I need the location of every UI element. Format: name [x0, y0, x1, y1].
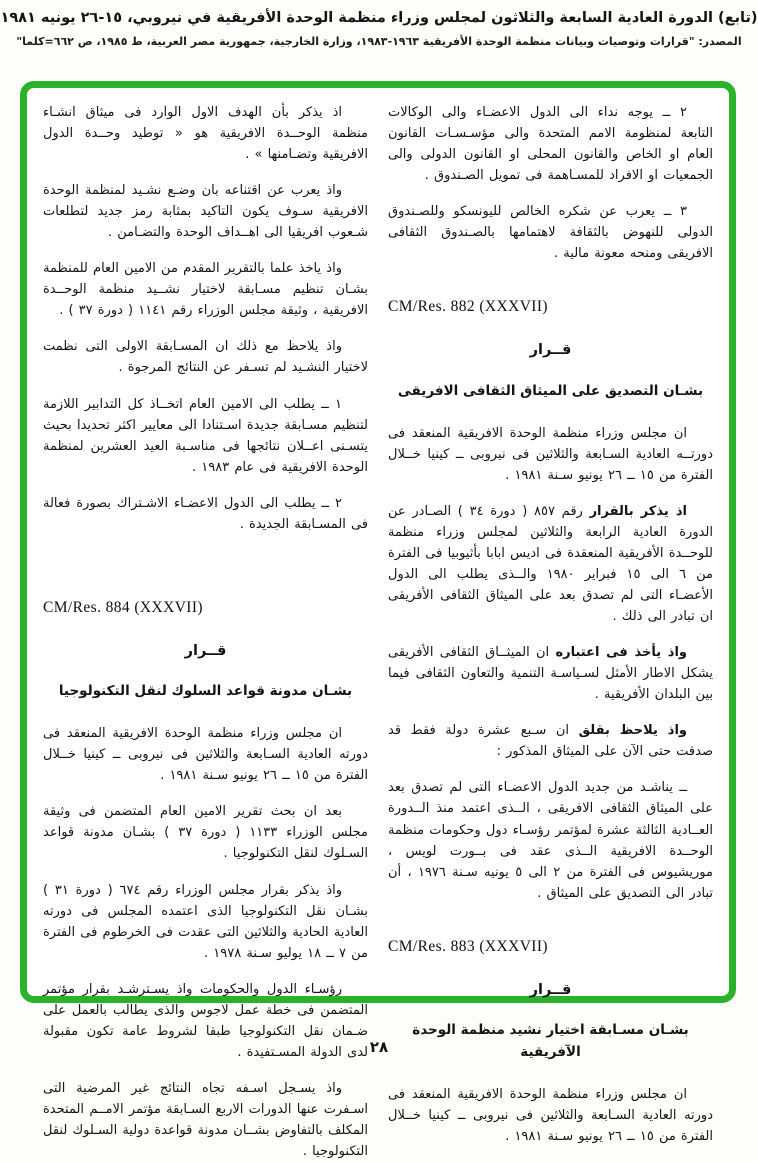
paragraph: ان مجلس وزراء منظمة الوحدة الافريقية المنعقد فى دورتــه العادية السـابعة والثلاثين فى نيروبى ــ كينيا خــلال الفترة من ١٥ ــ ٢٦ يونيو سـنة ١٩٨١ . — [388, 425, 713, 483]
paragraph-lead: واذ يلاحظ بقلق — [578, 723, 687, 739]
page-header — [0, 10, 758, 48]
resolution-ref: CM/Res. 884 (XXXVII) — [43, 598, 203, 616]
paragraph: واذ يسـجل اسـفه تجاه النتائج غير المرضية التى اسـفرت عنها الدورات الاربع السـابقة مؤتمر الامــم المتحدة المكلف بالتفاوض بشــان مدونة قواعدة دولية السـلوك لنقل التكنولوجيا . — [43, 1080, 368, 1160]
resolution-subject: بشـان التصديق على الميثاق الثقافى الافريقى — [397, 382, 704, 399]
paragraph: ٣ ــ يعرب عن شكره الخالص لليونسكو وللصـندوق الدولى للنهوض بالثقافة لاهتمامها بالصـندوق الثقافى الافريقى ومنحه معونة مالية . — [388, 204, 713, 262]
column-right — [388, 102, 713, 1145]
resolution-heading: قــرار — [184, 642, 227, 659]
resolution-ref: CM/Res. 883 (XXXVII) — [388, 937, 548, 955]
paragraph: اذ يذكر بأن الهدف الاول الوارد فى ميثاق انشـاء منظمة الوحــدة الافريقية هو « توطيد وحــدة الدول الافريقية وتضـامنها » . — [43, 105, 368, 163]
paragraph: ٢ ــ يطلب الى الدول الاعضـاء الاشـتراك بصورة فعالة فى المسـابقة الجديدة . — [43, 495, 368, 532]
paragraph — [388, 720, 713, 762]
paragraph-body: ان الميثــاق الثقافى الأفريقى يشكل الاطار الأمثل لسـياسـة التنمية والتعاون الثقافى فيما بين البلدان الأفريقية . — [388, 645, 713, 703]
paragraph: ٢ ــ يوجه نداء الى الدول الاعضـاء والى الوكالات التابعة لمنظومة الامم المتحدة والى مؤسـسـات القانون العام او الخاص والقانون المحلى او القانون الدولى والى الجمعيات او الافراد للمسـاهمة فى تمويل الصـندوق . — [388, 105, 713, 184]
resolution-heading: قــرار — [529, 981, 572, 998]
resolution-ref: CM/Res. 882 (XXXVII) — [388, 298, 548, 316]
paragraph: واذ يلاحظ مع ذلك ان المسـابقة الاولى التى نظمت لاختيار النشـيد لم تسـفر عن النتائج المرجوة . — [43, 339, 368, 376]
resolution-subject: بشـان مدونة قواعد السلوك لنقل التكنولوجيا — [58, 683, 353, 700]
resolution-heading: قــرار — [529, 342, 572, 359]
paragraph: ان مجلس وزراء منظمة الوحدة الافريقية المنعقد فى دورته العادية السـابعة والثلاثين فى نيروبى ــ كينيا خــلال الفترة من ١٥ ــ ٢٦ يونيو سـنة ١٩٨١ . — [43, 726, 368, 784]
paragraph: بعد ان بحث تقرير الامين العام المتضمن فى وثيقة مجلس الوزراء ١١٣٣ ( دورة ٣٧ ) بشـان مدونة قواعد السـلوك لنقل التكنولوجيا . — [43, 804, 368, 862]
paragraph-body: ان سـبع عشرة دولة فقط قد صدقت حتى الآن على الميثاق المذكور : — [388, 723, 713, 760]
paragraph: واذ يعرب عن اقتناعه بان وضـع نشـيد لمنظمة الوحدة الافريقية سـوف يكون التاكيد بمثابة رمز جديد لتطلعات شـعوب افريقيا الى اهــداف الوحدة والتضـامن . — [43, 183, 368, 241]
paragraph-lead: اذ يذكر بالقرار — [589, 503, 688, 519]
paragraph: ــ يناشـد من جديد الدول الاعضـاء التى لم تصدق بعد على الميثاق الثقافى الافريقى ، الــذى اعتمد منذ الــدورة العــادية الثالثة عشرة لمؤتمر رؤسـاء دول وحكومات منظمة الوحــدة الافريقية الــذى عقد فى بــورت لويس ، موريشيوس فى الفترة من ٢ الى ٥ يونيه سـنة ١٩٧٦ ، أن تبادر الى التصديق على الميثاق . — [388, 780, 713, 901]
paragraph: رؤسـاء الدول والحكومات واذ يسـترشـد بقرار مؤتمر المتضمن فى خطة عمل لاجوس والذى يطالب بالعمل على ضـمان نقل التكنولوجيا طبقا لشروط عامة تكون مقبولة لدى الدولة المسـتفيدة . — [43, 981, 368, 1060]
session-title: (تابع) الدورة العادية السابعة والثلاثون لمجلس وزراء منظمة الوحدة الأفريقية في نيروبي، ١٥-٢٦ يونيه ١٩٨١ — [0, 10, 758, 26]
source-citation: المصدر: "قرارات وتوصيات وبيانات منظمة الوحدة الأفريقية ١٩٦٣-١٩٨٣، وزارة الخارجية، جمهورية مصر العربية، ط ١٩٨٥، ص ٦٦٢=كلما" — [16, 35, 742, 48]
paragraph: ١ ــ يطلب الى الامين العام اتخــاذ كل التدابير اللازمة لتنظيم مسـابقة جديدة اسـتنادا الى معايير اكثر تحديدا بحيث يتسـنى اعــلان نتائجها فى مناسـبة العيد العشرين لمنظمة الوحدة الافريقية فى عام ١٩٨٣ . — [43, 396, 368, 475]
paragraph: واذ ياخذ علما بالتقرير المقدم من الامين العام للمنظمة بشـان تنظيم مسـابقة لاختيار نشــيد منظمة الوحــدة الافريقية ، وثيقة مجلس الوزراء رقم ١١٤١ ( دورة ٣٧ ) . — [43, 261, 368, 319]
paragraph-body: رقم ٨٥٧ ( دورة ٣٤ ) الصـادر عن الدورة العادية الرابعة والثلاثين لمجلس وزراء منظمة للوحــدة الأفريقية المنعقدة فى اديس ابابا بأثيوبيا فى الفترة من ٦ الى ١٥ فبراير ١٩٨٠ والــذى يطلب الى الدول الأعضـاء التى لم تصدق بعد على الميثاق الثقافى الأفريقى ان تبادر الى ذلك . — [388, 503, 713, 625]
paragraph — [388, 501, 713, 627]
page-number: ٢٨ — [369, 1038, 389, 1056]
column-left — [43, 102, 368, 1160]
resolution-subject: بشـان مسـابقة اختيار نشيد منظمة الوحدة الآفريقية — [412, 1022, 689, 1061]
paragraph: واذ يذكر بقرار مجلس الوزراء رقم ٦٧٤ ( دورة ٣١ ) بشـان نقل التكنولوجيا الذى اعتمده المجلس فى دورته العادية الحادية والثلاثين التى عقدت فى الخرطوم فى الفترة من ٧ ــ ١٨ يوليو سـنة ١٩٧٨ . — [43, 882, 368, 961]
paragraph — [388, 642, 713, 705]
paragraph: ان مجلس وزراء منظمة الوحدة الافريقية المنعقد فى دورته العادية السـابعة والثلاثين فى نيروبى ــ كينيا خــلال الفترة من ١٥ ــ ٢٦ يونيو سـنة ١٩٨١ . — [388, 1087, 713, 1145]
paragraph-lead: واذ يأخذ فى اعتباره — [555, 645, 687, 661]
